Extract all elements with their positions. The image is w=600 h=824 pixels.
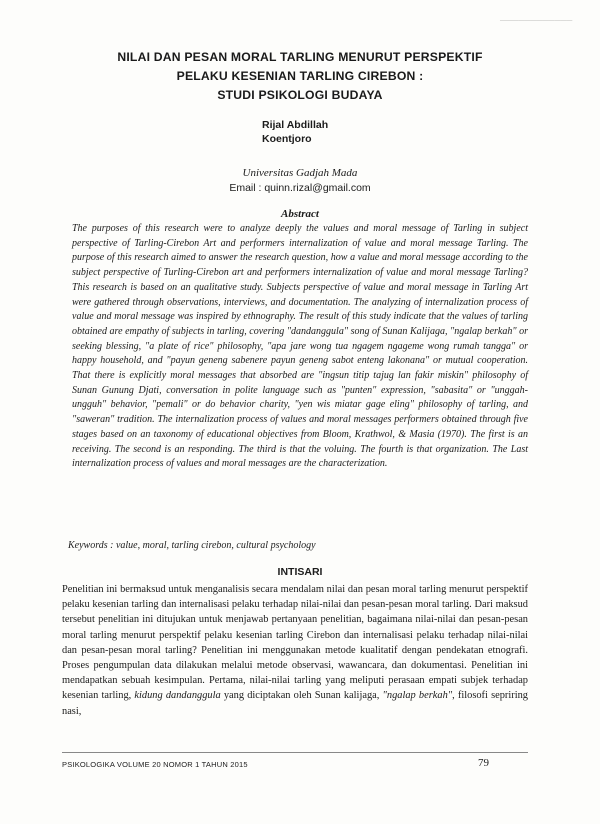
intisari-text-part-1: Penelitian ini bermaksud untuk menganalisis secara mendalam nilai dan pesan moral tarling menurut perspektif pelaku kesenian tarling dan internalisasi pelaku terhadap nilai-nilai dan pesan-pesan moral tarling. Dari maksud tersebut penelitian ini ditujukan untuk menjawab pertanyaan penelitian, bagaimana nilai-nilai dan pesan-pesan moral tarling menurut perspektif pelaku kesenian tarling Cirebon dan internalisasi pelaku terhadap nilai-nilai dan pesan-pesan moral tarling? Penelitian ini menggunakan metode kualitatif dengan pendekatan etnografi. Proses pengumpulan data dilakukan melalui metode observasi, wawancara, dan dokumentasi. Penelitian ini mendapatkan sebuah kesimpulan. Pertama, nilai-nilai tarling yang meliputi perasaan empati subjek terhadap kesenian tarling, bbox=[62, 584, 528, 702]
intisari-text-part-3: , filosofi sepriring nasi, bbox=[62, 690, 528, 717]
intisari-text bbox=[62, 582, 528, 719]
author-2: Koentjoro bbox=[262, 133, 312, 145]
article-title bbox=[0, 48, 600, 105]
keywords: Keywords : value, moral, tarling cirebon, cultural psychology bbox=[68, 540, 316, 551]
author-email: Email : quinn.rizal@gmail.com bbox=[229, 182, 371, 194]
intisari-italic-1: kidung dandanggula bbox=[134, 690, 221, 702]
title-line-1: NILAI DAN PESAN MORAL TARLING MENURUT PERSPEKTIF bbox=[117, 50, 483, 64]
intisari-italic-2: "ngalap berkah" bbox=[382, 690, 453, 702]
journal-footer: PSIKOLOGIKA VOLUME 20 NOMOR 1 TAHUN 2015 bbox=[62, 760, 248, 769]
author-1: Rijal Abdillah bbox=[262, 119, 329, 131]
abstract-paragraph: The purposes of this research were to analyze deeply the values and moral message of Tarling in subject perspective of Tarling-Cirebon Art and performers internalization of value and moral message Tarling. The purpose of this research aimed to answer the research question, how a value and moral message according to the subject perspective of Turling-Cirebon art and performers internalization of value and moral message Tarling? This research is based on an qualitative study. Subjects perspective of value and moral message in Tarling Art were gathered through observations, interviews, and documentation. The analyzing of internalization process of value and moral message was inspired by ethnography. The result of this study indicate that the values of tarling obtained are empathy of subjects in tarling, covering "dandanggula" song of Sunan Kalijaga, "ngalap berkah" or seeking blessing, "a plate of rice" philosophy, "apa jare wong tua ngagem ngageme wong rumah tangga" or happy household, and "payun geneng sabenere payun geneng sabot enteng lakonana" or mutual cooperation. That there is explicitly moral messages that absorbed are "ingsun titip tajug lan fakir miskin" philosophy of Sunan Gunung Djati, conversation in polite language such as "punten" expression, "sabasita" or "unggah-ungguh" behavior, "pemali" or do behavior charity, "yen wis miatar gage eling" philosophy of tarling, and "saweran" tradition. The internalization process of values and moral messages performers obtained through five stages based on an taxonomy of educational objectives from Bloom, Krathwol, & Masia (1970). The first is an receiving. The second is an responding. The third is that the voluing. The fourth is that organization. The Last internalization process of values and moral messages are the characterization. bbox=[72, 223, 528, 470]
title-line-2: PELAKU KESENIAN TARLING CIREBON : bbox=[176, 69, 424, 83]
university-name: Universitas Gadjah Mada bbox=[242, 167, 358, 179]
title-line-3: STUDI PSIKOLOGI BUDAYA bbox=[217, 88, 383, 102]
page-number: 79 bbox=[478, 757, 489, 769]
affiliation bbox=[0, 166, 600, 196]
abstract-text bbox=[72, 222, 528, 472]
intisari-heading: INTISARI bbox=[277, 566, 323, 578]
author-list bbox=[262, 118, 328, 146]
intisari-paragraph bbox=[62, 582, 528, 719]
intisari-text-part-2: yang diciptakan oleh Sunan kalijaga, bbox=[220, 690, 383, 702]
footer-divider bbox=[62, 752, 528, 753]
abstract-heading: Abstract bbox=[281, 208, 319, 220]
bleed-through-text: ──────────── bbox=[500, 15, 573, 25]
